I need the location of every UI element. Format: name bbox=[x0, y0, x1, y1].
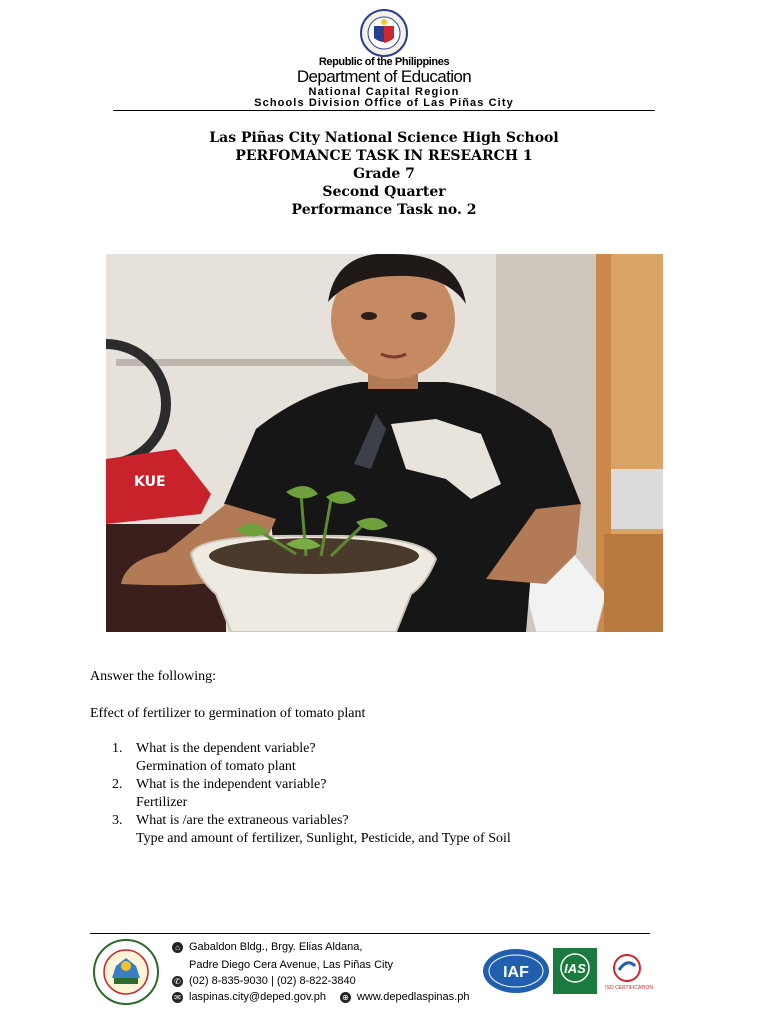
footer-address-line-1: ⌂ Gabaldon Bldg., Brgy. Elias Aldana, bbox=[172, 941, 362, 953]
svg-text:IAS: IAS bbox=[564, 961, 586, 976]
question-text: What is /are the extraneous variables? bbox=[136, 813, 349, 828]
phone-icon: ✆ bbox=[172, 976, 183, 987]
question-text: What is the dependent variable? bbox=[136, 741, 316, 756]
question-2 bbox=[112, 776, 326, 794]
footer-divider bbox=[90, 933, 650, 934]
student-with-tomato-plant-photo bbox=[106, 254, 663, 632]
grade-level: Grade 7 bbox=[353, 166, 415, 182]
footer-address-line-2: Padre Diego Cera Avenue, Las Piñas City bbox=[189, 959, 394, 971]
footer-contact bbox=[172, 991, 469, 1003]
iso-certification-logo bbox=[603, 952, 655, 992]
red-shirt-print: KUE bbox=[134, 474, 166, 490]
republic-line: Republic of the Philippines bbox=[318, 56, 450, 68]
question-number: 1. bbox=[112, 741, 123, 756]
instruction-text: Answer the following: bbox=[90, 669, 216, 684]
quarter: Second Quarter bbox=[322, 184, 446, 200]
question-number: 2. bbox=[112, 777, 123, 792]
footer-website[interactable]: www.depedlaspinas.ph bbox=[356, 991, 470, 1003]
location-icon: ⌂ bbox=[172, 942, 183, 953]
division-seal-logo bbox=[92, 938, 160, 1006]
globe-icon: ⊕ bbox=[340, 992, 351, 1003]
task-number: Performance Task no. 2 bbox=[291, 202, 477, 218]
question-3 bbox=[112, 812, 349, 830]
answer-2: Fertilizer bbox=[136, 795, 188, 810]
deped-seal-logo bbox=[350, 8, 418, 58]
research-topic: Effect of fertilizer to germination of tomato plant bbox=[90, 706, 366, 721]
svg-text:IAF: IAF bbox=[503, 964, 529, 981]
region-line: National Capital Region bbox=[308, 86, 460, 98]
school-name: Las Piñas City National Science High School bbox=[209, 130, 559, 146]
answer-1: Germination of tomato plant bbox=[136, 759, 296, 774]
email-icon: ✉ bbox=[172, 992, 183, 1003]
task-title: PERFOMANCE TASK IN RESEARCH 1 bbox=[235, 148, 533, 164]
document-title-block bbox=[0, 129, 768, 219]
footer-phone: ✆ (02) 8-835-9030 | (02) 8-822-3840 bbox=[172, 975, 356, 987]
department-line: Department of Education bbox=[296, 67, 472, 86]
iaf-logo bbox=[482, 948, 550, 994]
answer-3: Type and amount of fertilizer, Sunlight, Pesticide, and Type of Soil bbox=[136, 831, 511, 846]
header-divider bbox=[113, 110, 655, 111]
question-text: What is the independent variable? bbox=[136, 777, 327, 792]
svg-text:ISO CERTIFICATION: ISO CERTIFICATION bbox=[605, 985, 653, 991]
question-1 bbox=[112, 740, 316, 758]
division-line: Schools Division Office of Las Piñas City bbox=[254, 97, 514, 109]
question-number: 3. bbox=[112, 813, 123, 828]
ias-logo bbox=[553, 948, 597, 994]
footer-email[interactable]: laspinas.city@deped.gov.ph bbox=[189, 991, 326, 1003]
